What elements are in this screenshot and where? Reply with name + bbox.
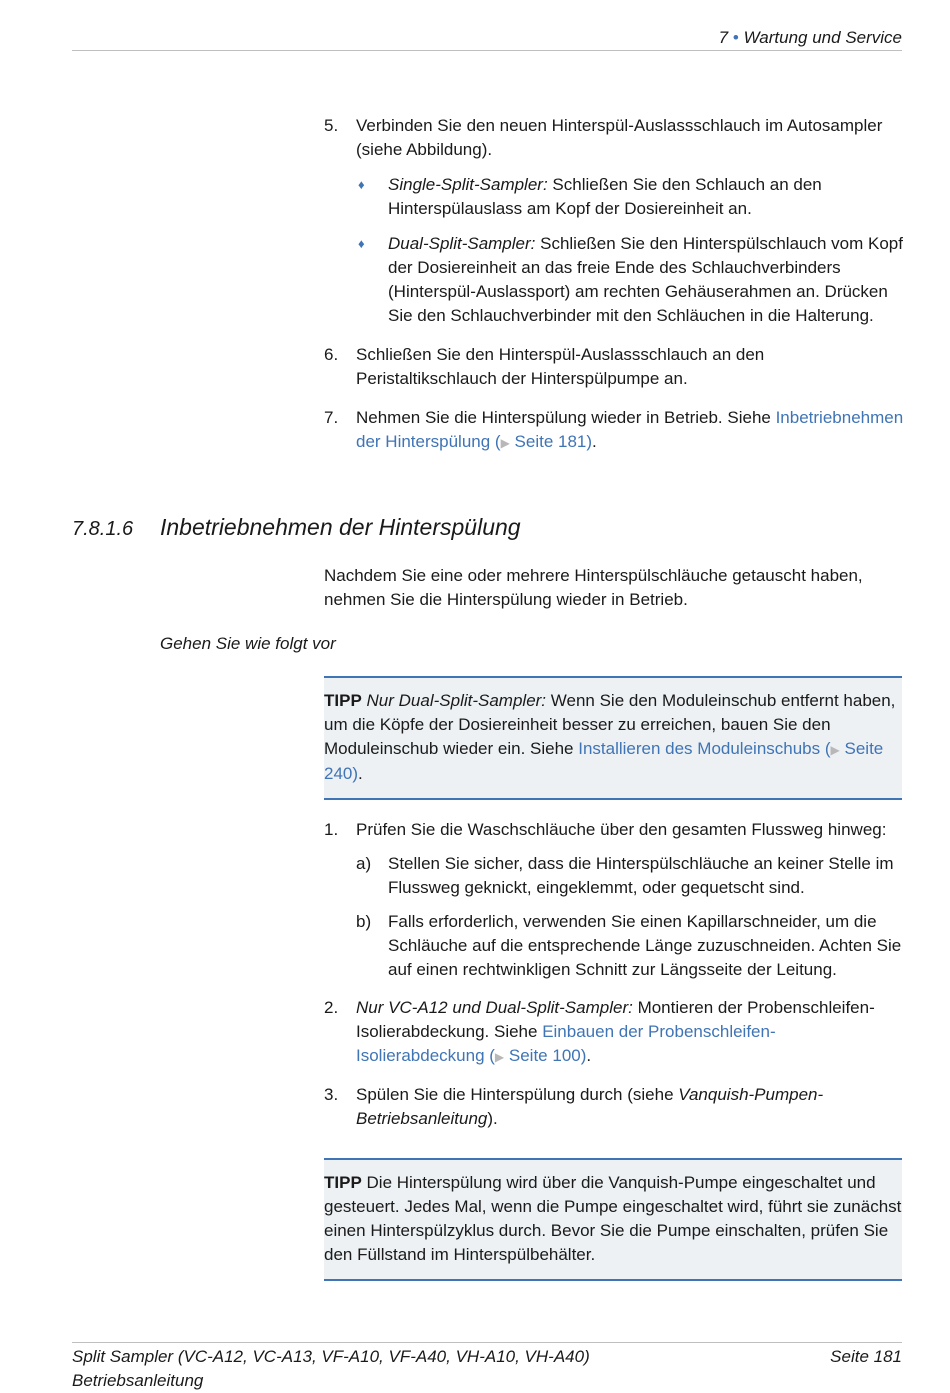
page-footer [72,1342,902,1393]
page-ref-arrow-icon: ▶ [500,436,510,450]
procedure-label: Gehen Sie wie folgt vor [160,634,336,653]
footer-product: Split Sampler (VC-A12, VC-A13, VF-A10, VF-A40, VH-A10, VH-A40) [72,1347,590,1366]
substep-b: b) Falls erforderlich, verwenden Sie einen Kapillarschneider, um die Schläuche auf die entsprechende Länge zuzuschneiden. Achten Sie auf einen rechtwinkligen Schnitt zur Längsseite der Leitung. [356,912,902,979]
tip-label: TIPP [324,1173,362,1192]
link-moduleinschub[interactable]: Installieren des Moduleinschubs (▶ Seite 240) [324,739,884,783]
bullet-single-split: ♦ Single-Split-Sampler: Schließen Sie den Schlauch an den Hinterspülauslass am Kopf der Dosiereinheit an. [358,175,822,218]
substep-a: a) Stellen Sie sicher, dass die Hinterspülschläuche an keiner Stelle im Flussweg geknickt, eingeklemmt, oder gequetscht sind. [356,854,894,897]
diamond-bullet-icon: ♦ [358,236,365,251]
step-7: 7. Nehmen Sie die Hinterspülung wieder in Betrieb. Siehe Inbetriebnehmen der Hinterspülung (▶ Seite 181). [324,408,904,451]
section-heading [72,512,521,544]
page-header [72,26,902,51]
chapter-title: Wartung und Service [743,28,902,47]
steps-list-b [324,818,904,1131]
section-title: Inbetriebnehmen der Hinterspülung [160,514,521,540]
step-2: 2. Nur VC-A12 und Dual-Split-Sampler: Montieren der Probenschleifen-Isolierabdeckung. Siehe Einbauen der Probenschleifen-Isolierabdeckung (▶ Seite 100). [324,998,875,1065]
link-isolierabdeckung[interactable]: Einbauen der Probenschleifen-Isolierabdeckung (▶ Seite 100) [356,1022,776,1065]
tip-box-2: TIPP Die Hinterspülung wird über die Vanquish-Pumpe eingeschaltet und gesteuert. Jedes Mal, wenn die Pumpe eingeschaltet wird, führt sie zunächst einen Hinterspülzyklus durch. Bevor Sie die Pumpe einschalten, prüfen Sie den Füllstand im Hinterspülbehälter. [324,1158,902,1281]
section-number: 7.8.1.6 [72,518,134,540]
chapter-number: 7 [718,28,729,47]
diamond-bullet-icon: ♦ [358,177,365,192]
bullet-dual-split: ♦ Dual-Split-Sampler: Schließen Sie den Hinterspülschlauch vom Kopf der Dosiereinheit an das freie Ende des Schlauchverbinders (Hinterspül-Auslassport) am rechten Gehäuserahmen an. Drücken Sie den Schlauchverbinder mit den Schläuchen in die Halterung. [358,234,903,325]
page-ref-arrow-icon: ▶ [830,743,840,757]
steps-list-a [324,114,904,455]
step-5: 5. Verbinden Sie den neuen Hinterspül-Auslassschlauch im Autosampler (siehe Abbildung). [324,116,883,159]
page-ref-arrow-icon: ▶ [494,1050,505,1064]
bullet-dot-icon: • [732,28,739,47]
step-6: 6. Schließen Sie den Hinterspül-Auslassschlauch an den Peristaltikschlauch der Hinterspülpumpe an. [324,345,765,388]
footer-doc-type: Betriebsanleitung [72,1371,204,1390]
footer-page-number: Seite 181 [830,1347,902,1366]
tip-box-1: TIPP Nur Dual-Split-Sampler: Wenn Sie den Moduleinschub entfernt haben, um die Köpfe der Dosiereinheit besser zu erreichen, bauen Sie den Moduleinschub wieder ein. Siehe Installieren des Moduleinschubs (▶ Seite 240). [324,676,902,800]
section-intro: Nachdem Sie eine oder mehrere Hinterspülschläuche getauscht haben, nehmen Sie die Hinterspülung wieder in Betrieb. [324,566,863,609]
step-3: 3. Spülen Sie die Hinterspülung durch (siehe Vanquish-Pumpen-Betriebsanleitung). [324,1085,824,1128]
tip-label: TIPP [324,691,362,710]
step-1: 1. Prüfen Sie die Waschschläuche über den gesamten Flussweg hinweg: [324,820,887,839]
link-inbetriebnehmen[interactable]: Inbetriebnehmen der Hinterspülung (▶ Seite 181) [356,408,904,451]
